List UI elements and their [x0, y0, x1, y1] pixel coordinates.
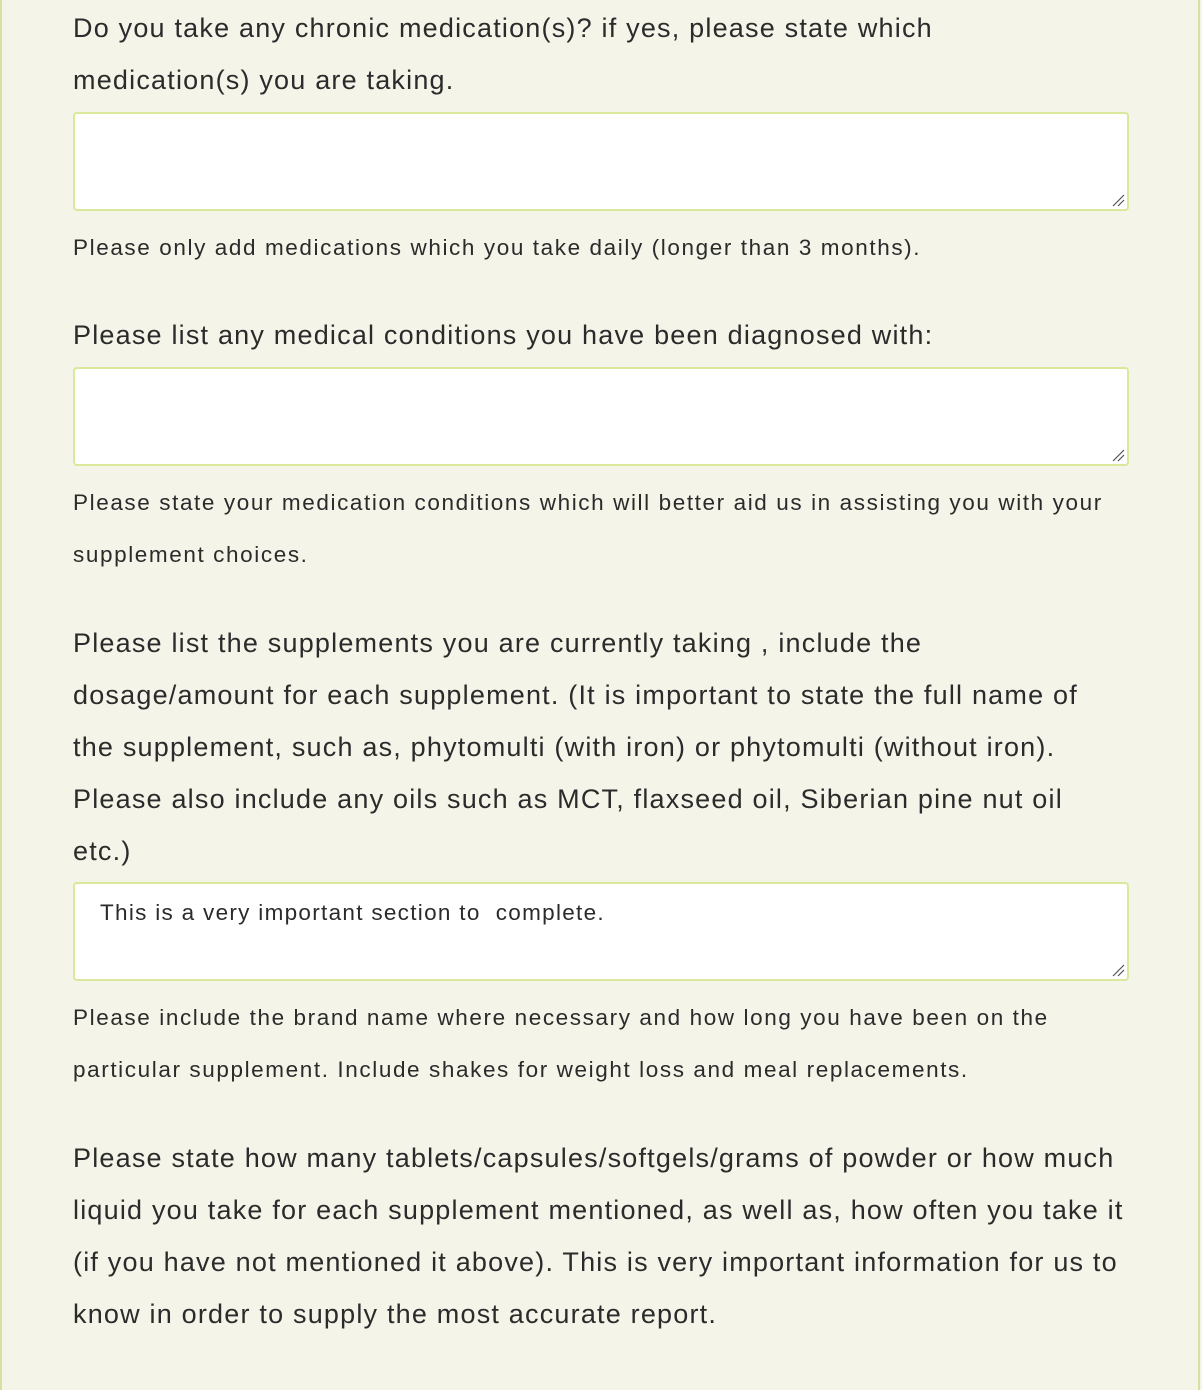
medication-hint: Please only add medications which you take daily (longer than 3 months). — [73, 235, 922, 260]
supplements-hint: Please include the brand name where necessary and how long you have been on the particular supplement. Include shakes for weight loss and meal replacements. — [73, 1005, 1049, 1082]
resize-grip-icon[interactable] — [1111, 448, 1125, 462]
conditions-textarea[interactable] — [73, 367, 1129, 466]
medication-question-label: Do you take any chronic medication(s)? if yes, please state which medication(s) you are taking. — [73, 13, 933, 95]
conditions-question-label: Please list any medical conditions you have been diagnosed with: — [73, 320, 934, 350]
supplements-textarea-value: This is a very important section to complete. — [100, 900, 605, 925]
medication-textarea[interactable] — [73, 112, 1129, 211]
dosage-question-label: Please state how many tablets/capsules/softgels/grams of powder or how much liquid you take for each supplement mentioned, as well as, how often you take it (if you have not mentioned it above). This is very important information for us to know in order to supply the most accurate report. — [73, 1143, 1124, 1329]
resize-grip-icon[interactable] — [1111, 193, 1125, 207]
supplements-textarea[interactable] — [73, 882, 1129, 981]
resize-grip-icon[interactable] — [1111, 963, 1125, 977]
supplements-question-label: Please list the supplements you are currently taking , include the dosage/amount for each supplement. (It is important to state the full name of the supplement, such as, phytomulti (with iron) or phytomulti (without iron). Please also include any oils such as MCT, flaxseed oil, Siberian pine nut oil etc.) — [73, 628, 1078, 866]
conditions-hint: Please state your medication conditions which will better aid us in assisting you with your supplement choices. — [73, 490, 1103, 567]
